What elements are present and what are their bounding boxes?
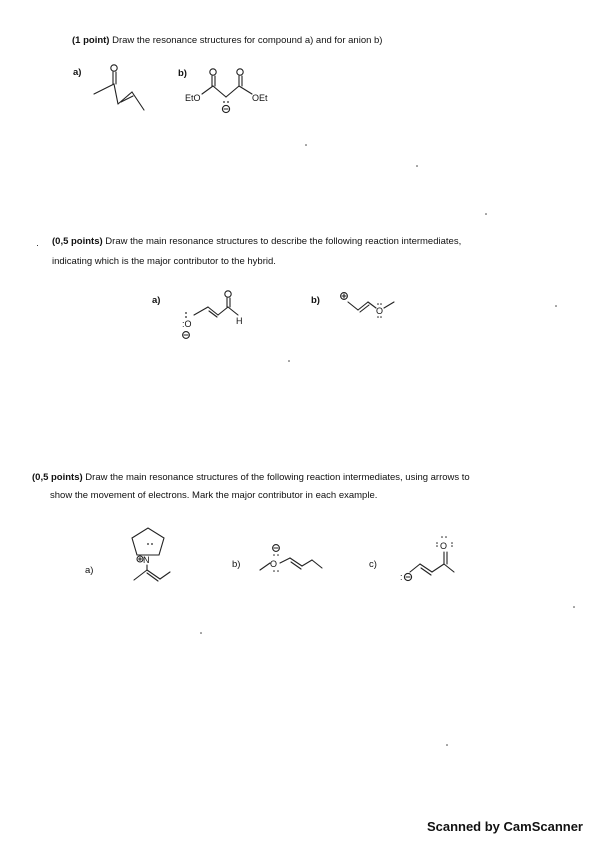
question-2-text <box>52 236 461 268</box>
question-3-line1: Draw the main resonance structures of the following reaction intermediates, using arrows to <box>82 472 470 483</box>
q1-label-b: b) <box>178 68 187 79</box>
q3-label-a: a) <box>85 565 94 576</box>
question-3-text <box>32 472 470 502</box>
question-2-line1: Draw the main resonance structures to describe the following reaction intermediates, <box>102 236 462 247</box>
svg-text:O: O <box>376 306 384 316</box>
q2-label-b: b) <box>311 295 320 306</box>
scan-speck <box>446 744 448 746</box>
q2-structure-b <box>336 288 411 328</box>
q1-structure-b <box>178 64 278 124</box>
question-1-body: Draw the resonance structures for compound a) and for anion b) <box>109 35 383 46</box>
question-2-points: (0,5 points) <box>52 236 103 247</box>
q2a-h-label: H <box>236 316 243 326</box>
q3-structure-c <box>396 530 476 590</box>
svg-text::O: :O <box>182 319 192 329</box>
q1-structure-a <box>88 62 158 122</box>
svg-text::: : <box>400 572 403 582</box>
scan-speck <box>416 165 418 167</box>
q3-structure-b <box>256 542 326 582</box>
q3-label-b: b) <box>232 559 241 570</box>
q1b-oet-label: OEt <box>252 93 268 103</box>
q1a-oxygen <box>111 65 117 71</box>
scan-speck <box>288 360 290 362</box>
question-1-text <box>72 35 382 47</box>
scan-speck <box>555 305 557 307</box>
scanner-watermark: Scanned by CamScanner <box>426 819 583 834</box>
svg-text:O: O <box>440 541 448 551</box>
q2-label-a: a) <box>152 295 161 306</box>
q3-structure-a <box>112 522 182 587</box>
scan-speck <box>485 213 487 215</box>
svg-text:O: O <box>270 559 278 569</box>
question-3-points: (0,5 points) <box>32 472 83 483</box>
scan-speck <box>200 632 202 634</box>
question-3-line2: show the movement of electrons. Mark the major contributor in each example. <box>50 489 378 501</box>
q3-label-c: c) <box>369 559 377 570</box>
q1-label-a: a) <box>73 67 82 78</box>
question-1-points: (1 point) <box>72 35 110 46</box>
q1b-eto-label: EtO <box>185 93 201 103</box>
question-2-line2: indicating which is the major contributor to the hybrid. <box>52 255 276 267</box>
scan-speck <box>573 606 575 608</box>
bullet-mark: · <box>36 240 39 250</box>
q3a-n-label: N <box>143 555 150 565</box>
q2-structure-a <box>172 287 267 347</box>
scan-speck <box>305 144 307 146</box>
